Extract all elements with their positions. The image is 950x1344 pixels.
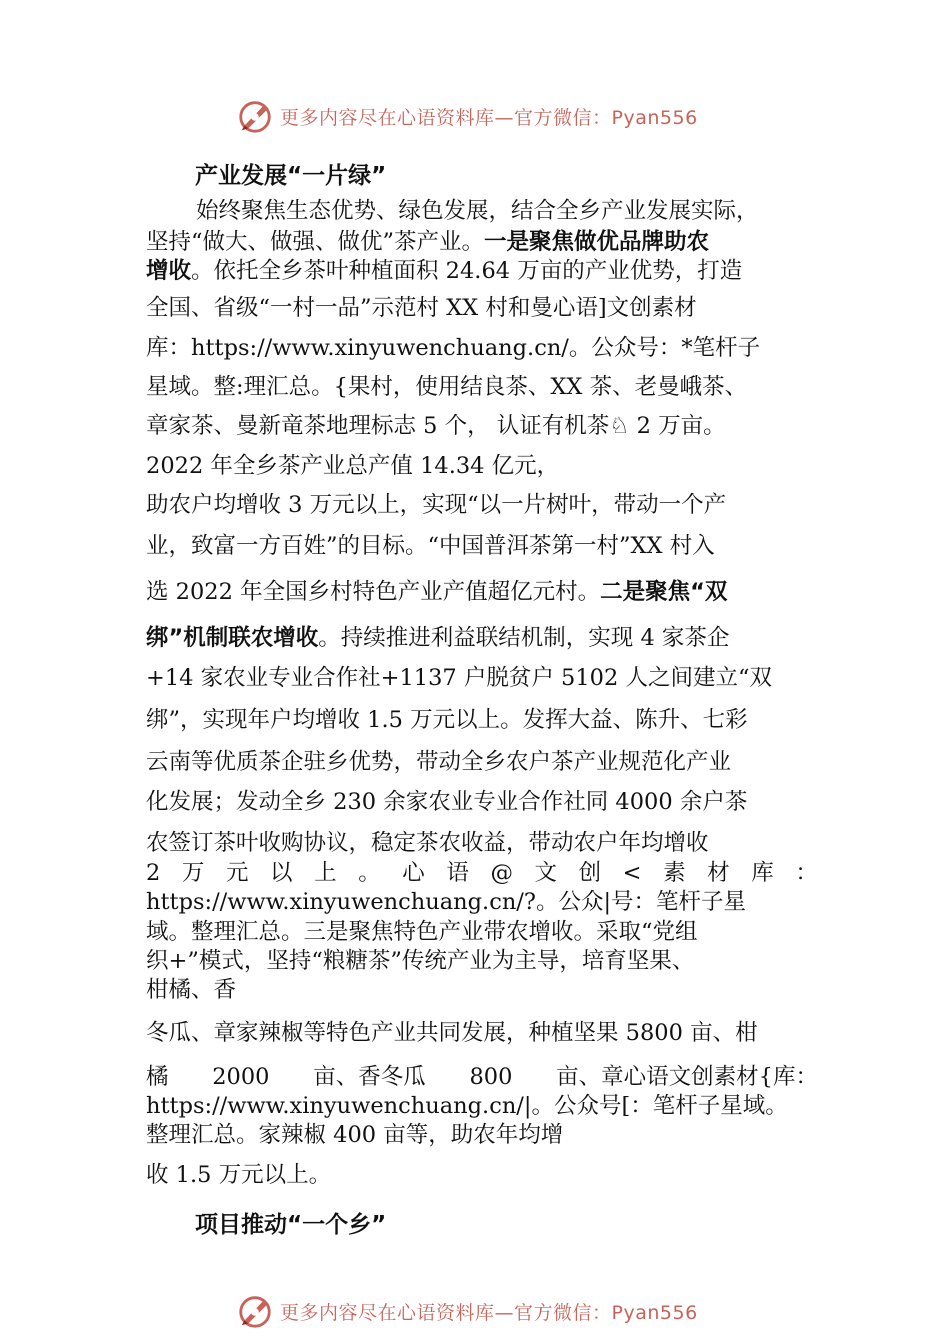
text-line: 2022 年全乡茶产业总产值 14.34 亿元， — [146, 453, 560, 479]
text-line-justified: 2 万 元 以 上 。 心 语 @ 文 创 < 素 材 库 ： — [146, 860, 818, 886]
text-line: 织+”模式，坚持“粮糖茶”传统产业为主导，培育坚果、 — [146, 948, 695, 974]
text-line: 云南等优质茶企驻乡优势，带动全乡农户茶产业规范化产业 — [146, 749, 732, 775]
bold-phrase: 增收 — [146, 258, 192, 284]
text-line: 星域。整:理汇总。{果村，使用结良茶、XX 茶、老曼峨茶、 — [146, 374, 748, 400]
text-line: 助农户均增收 3 万元以上，实现“以一片树叶，带动一个产 — [146, 492, 727, 518]
text-line: 增收。依托全乡茶叶种植面积 24.64 万亩的产业优势，打造 — [146, 258, 743, 284]
pen-seal-icon — [236, 97, 274, 135]
text-line: 冬瓜、章家辣椒等特色产业共同发展，种植坚果 5800 亩、柑 — [146, 1020, 758, 1046]
text-line: 收 1.5 万元以上。 — [146, 1162, 332, 1188]
watermark-banner-bottom — [236, 1291, 698, 1331]
watermark-text: 更多内容尽在心语资料库—官方微信：Pyan556 — [280, 106, 698, 129]
text-line-justified: 橘 2000 亩、香冬瓜 800 亩、章心语文创素材{库： — [146, 1064, 818, 1090]
text-line: https://www.xinyuwenchuang.cn/|。公众号[：笔杆子星域。 — [146, 1093, 788, 1119]
text-line: 选 2022 年全国乡村特色产业产值超亿元村。二是聚焦“双 — [146, 579, 728, 605]
text-line: 始终聚焦生态优势、绿色发展，结合全乡产业发展实际， — [196, 198, 759, 224]
text-line: 化发展；发动全乡 230 余家农业专业合作社同 4000 余户茶 — [146, 789, 748, 815]
text-line: https://www.xinyuwenchuang.cn/?。公众|号：笔杆子星 — [146, 889, 747, 915]
section-heading-industry: 产业发展“一片绿” — [195, 163, 387, 189]
text-line: 农签订茶叶收购协议，稳定茶农收益，带动农户年均增收 — [146, 830, 709, 856]
text-line: 全国、省级“一村一品”示范村 XX 村和曼心语]文创素材 — [146, 295, 697, 321]
text-line: 柑橘、香 — [146, 977, 237, 1003]
text-line: 章家茶、曼新竜茶地理标志 5 个， 认证有机茶♘ 2 万亩。 — [146, 413, 726, 439]
text-line: 业，致富一方百姓”的目标。“中国普洱茶第一村”XX 村入 — [146, 533, 715, 559]
watermark-text: 更多内容尽在心语资料库—官方微信：Pyan556 — [280, 1301, 698, 1324]
text-line: 域。整理汇总。三是聚焦特色产业带农增收。采取“党组 — [146, 919, 698, 945]
text-line: 绑”，实现年户均增收 1.5 万元以上。发挥大益、陈升、七彩 — [146, 707, 748, 733]
bold-phrase: 二是聚焦“双 — [600, 579, 728, 605]
text-line: 库：https://www.xinyuwenchuang.cn/。公众号：*笔杆子 — [146, 335, 761, 361]
text-line: +14 家农业专业合作社+1137 户脱贫户 5102 人之间建立“双 — [146, 665, 772, 691]
bold-phrase: 绑”机制联农增收 — [146, 625, 319, 651]
text-line: 绑”机制联农增收。持续推进利益联结机制，实现 4 家茶企 — [146, 625, 730, 651]
pen-seal-icon — [236, 1292, 274, 1330]
section-heading-project: 项目推动“一个乡” — [195, 1212, 387, 1238]
watermark-banner-top — [236, 96, 698, 136]
text-line: 整理汇总。家辣椒 400 亩等，助农年均增 — [146, 1122, 564, 1148]
text-line: 坚持“做大、做强、做优”茶产业。一是聚焦做优品牌助农 — [146, 229, 710, 255]
bold-phrase: 一是聚焦做优品牌助农 — [484, 229, 710, 255]
